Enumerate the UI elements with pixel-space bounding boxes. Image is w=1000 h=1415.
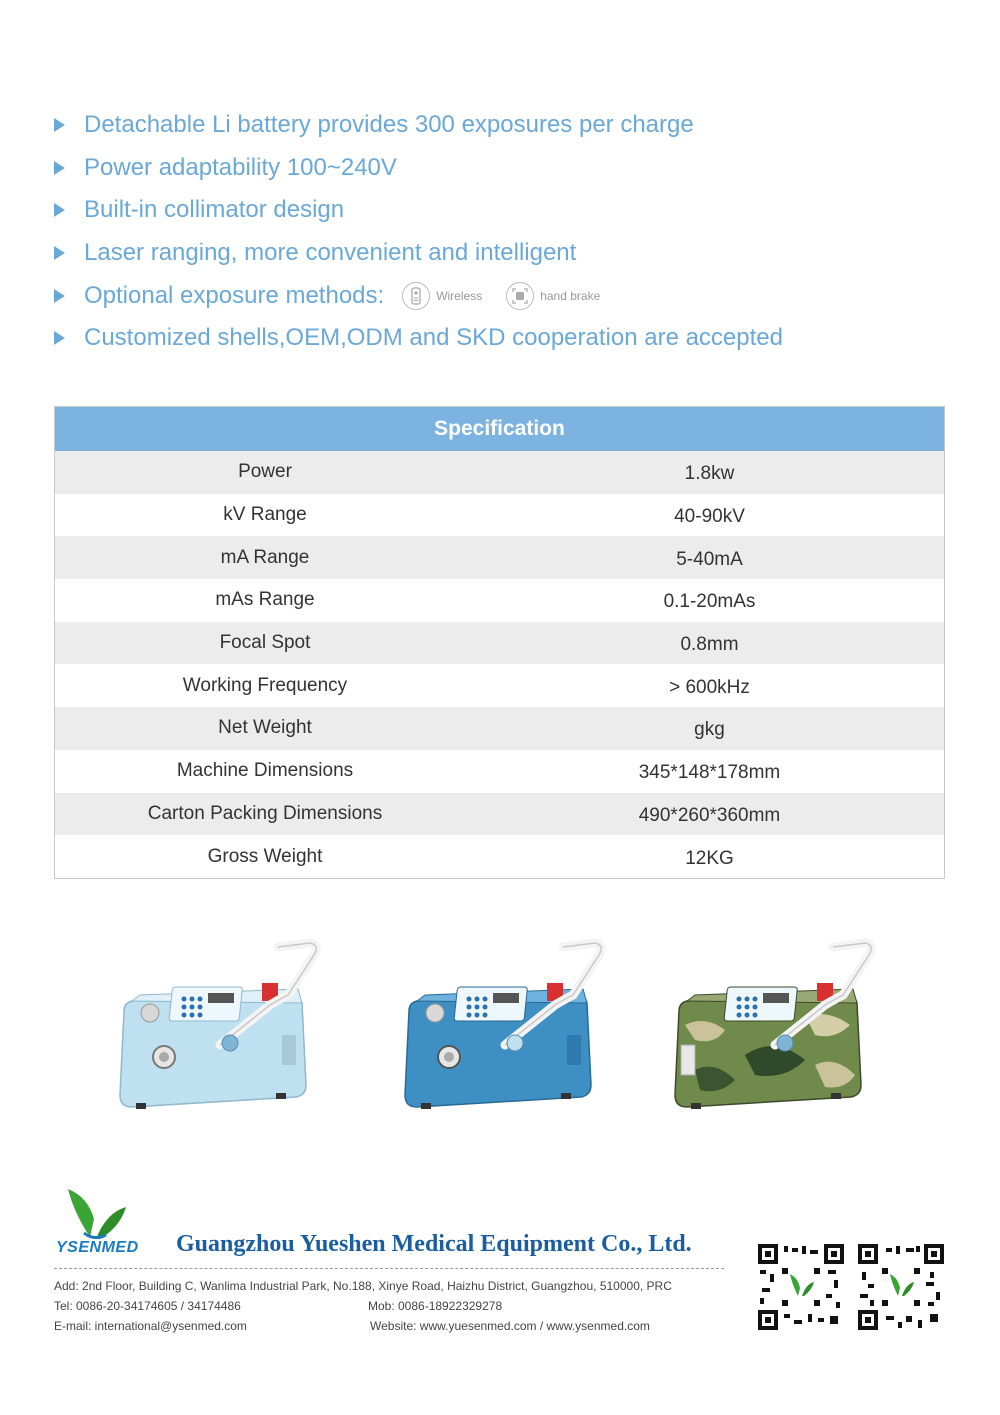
spec-row	[55, 451, 944, 494]
company-name: Guangzhou Yueshen Medical Equipment Co., Ltd.	[176, 1231, 692, 1257]
spec-row	[55, 622, 944, 665]
spec-value: 0.1-20mAs	[663, 591, 756, 613]
mob-text: Mob: 0086-18922329278	[368, 1299, 503, 1313]
specification-table	[54, 406, 945, 879]
feature-item: Power adaptability 100~240V	[54, 147, 954, 190]
spec-row	[55, 664, 944, 707]
spec-label: Power	[238, 461, 292, 483]
spec-label: Focal Spot	[219, 632, 311, 654]
spec-value: 5-40mA	[676, 548, 743, 570]
feature-item: Laser ranging, more convenient and intelligent	[54, 232, 954, 275]
spec-row	[55, 494, 944, 537]
spec-label: Machine Dimensions	[176, 760, 354, 782]
product-gallery	[100, 935, 900, 1125]
spec-value: 12KG	[685, 847, 734, 869]
spec-row	[55, 579, 944, 622]
spec-table-title: Specification	[55, 407, 944, 451]
spec-label: kV Range	[223, 504, 307, 526]
bullet-triangle-icon	[54, 118, 65, 132]
hand-brake-icon	[506, 282, 534, 310]
feature-item-exposure-methods: Optional exposure methods: Wireless hand brake	[54, 274, 954, 317]
qr-code	[858, 1244, 944, 1330]
feature-item: Built-in collimator design	[54, 189, 954, 232]
spec-value: 1.8kw	[684, 463, 735, 485]
product-image-blue	[385, 935, 615, 1125]
bullet-triangle-icon	[54, 246, 65, 260]
spec-row	[55, 707, 944, 750]
website-text: Website: www.yuesenmed.com / www.ysenmed.com	[370, 1319, 650, 1333]
spec-row	[55, 750, 944, 793]
spec-value: 40-90kV	[674, 506, 745, 528]
feature-item: Customized shells,OEM,ODM and SKD cooperation are accepted	[54, 317, 954, 360]
bullet-triangle-icon	[54, 289, 65, 303]
feature-list	[54, 104, 954, 360]
spec-value: gkg	[694, 719, 725, 741]
spec-value: 345*148*178mm	[638, 762, 781, 784]
bullet-triangle-icon	[54, 203, 65, 217]
tel-text: Tel: 0086-20-34174605 / 34174486	[54, 1299, 241, 1313]
qr-code	[758, 1244, 844, 1330]
bullet-triangle-icon	[54, 161, 65, 175]
spec-label: Working Frequency	[182, 674, 348, 696]
spec-row	[55, 536, 944, 579]
wireless-method: Wireless	[402, 282, 482, 310]
spec-label: Gross Weight	[207, 845, 323, 867]
spec-value: > 600kHz	[669, 676, 750, 698]
spec-value: 490*260*360mm	[638, 804, 781, 826]
spec-table-body	[55, 451, 944, 878]
spec-label: Net Weight	[218, 717, 312, 739]
product-image-light-blue	[100, 935, 330, 1125]
spec-label: mAs Range	[215, 589, 315, 611]
spec-row	[55, 793, 944, 836]
address-text: Add: 2nd Floor, Building C, Wanlima Industrial Park, No.188, Xinye Road, Haizhu District, Guangzhou, 510000, PRC	[54, 1279, 672, 1293]
email-text: E-mail: international@ysenmed.com	[54, 1319, 247, 1333]
wireless-remote-icon	[402, 282, 430, 310]
product-image-camouflage	[655, 935, 885, 1125]
bullet-triangle-icon	[54, 331, 65, 345]
spec-row	[55, 835, 944, 878]
spec-label: mA Range	[220, 546, 310, 568]
footer-divider	[54, 1268, 724, 1269]
spec-value: 0.8mm	[680, 634, 739, 656]
brand-name: YSENMED	[56, 1239, 139, 1256]
spec-label: Carton Packing Dimensions	[147, 802, 383, 824]
feature-item: Detachable Li battery provides 300 exposures per charge	[54, 104, 954, 147]
hand-brake-method: hand brake	[506, 282, 600, 310]
